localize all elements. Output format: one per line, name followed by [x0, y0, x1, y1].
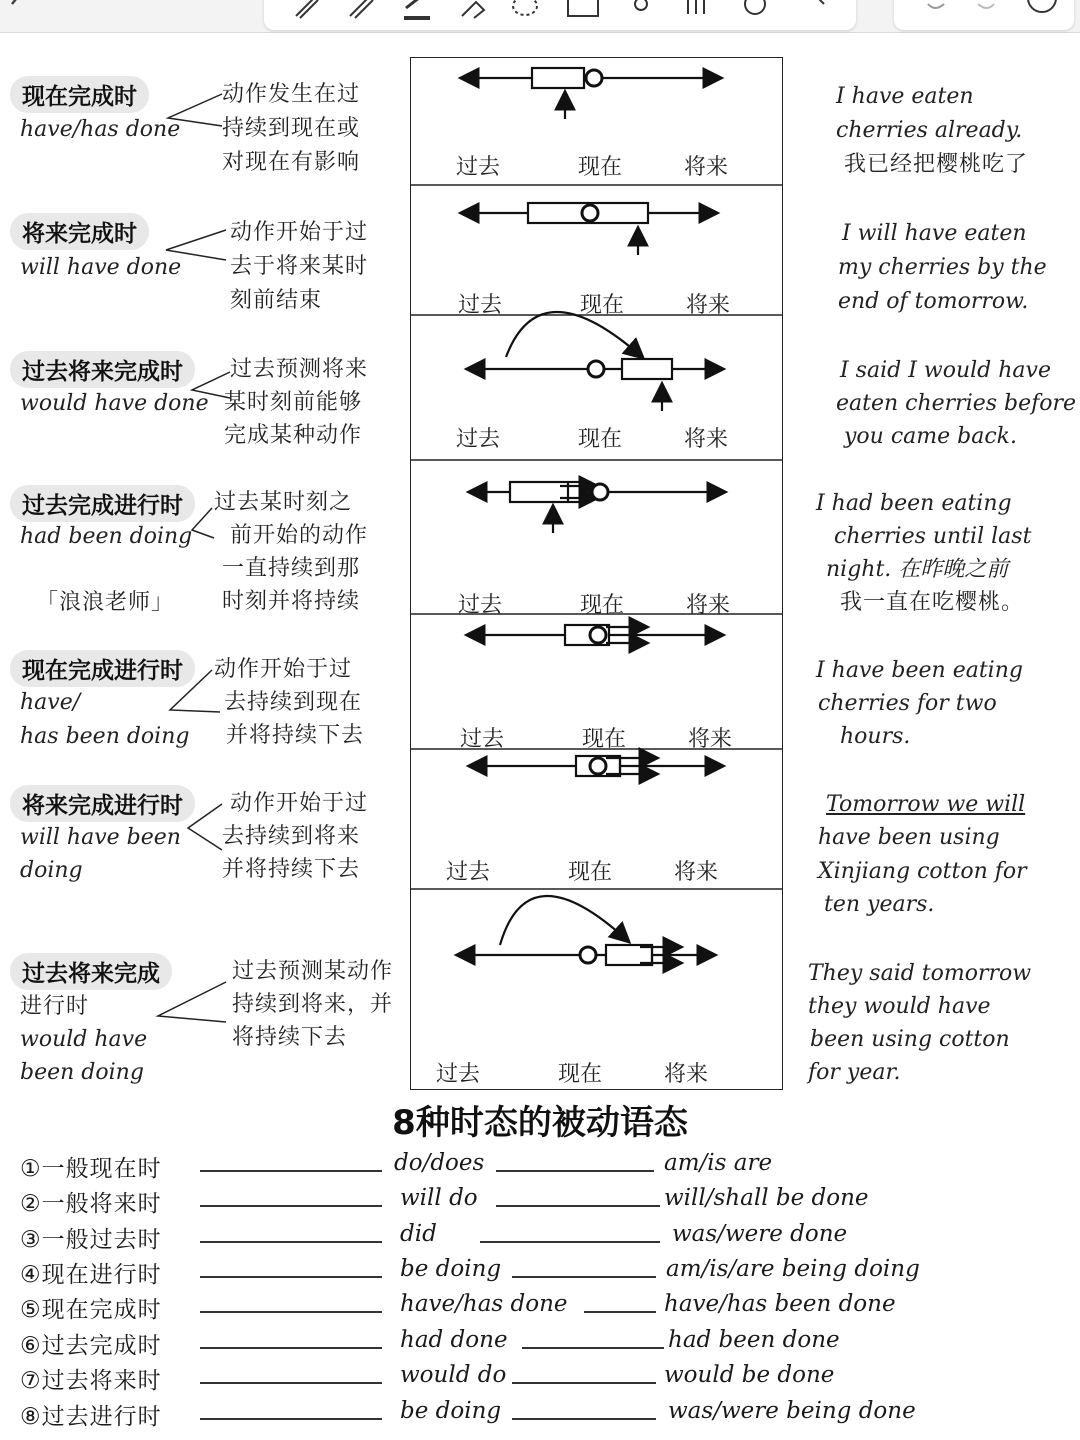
brace-connector [164, 90, 224, 140]
tense-form: would have [20, 1027, 148, 1052]
back-chevron-icon[interactable] [4, 0, 28, 20]
tense-form: will have done [20, 255, 182, 280]
tense-name: 将来完成时 [10, 213, 149, 250]
more-tools-chevron-icon[interactable] [810, 0, 834, 20]
timeline-past-future-perfect [468, 312, 722, 411]
pencil-icon[interactable] [346, 0, 376, 20]
passive-row [20, 1398, 1070, 1432]
timeline-future-perfect [460, 203, 716, 255]
example-line: They said tomorrow [808, 961, 1032, 986]
tense-desc-line: 将持续下去 [232, 1025, 348, 1050]
tense-desc-line: 前开始的动作 [230, 523, 369, 548]
connector-line [496, 1205, 660, 1207]
app-toolbar [0, 0, 1080, 33]
brace-connector [154, 978, 228, 1026]
timeline-diagrams [410, 57, 783, 1090]
timeline-past-future-perfect-continuous [458, 896, 714, 965]
connector-line [522, 1347, 664, 1349]
connector-line [200, 1347, 382, 1349]
tense-name: 现在完成进行时 [10, 650, 195, 687]
example-line: night. 在昨晚之前 [826, 557, 1009, 582]
passive-row [20, 1185, 1070, 1219]
label-now: 现在 [580, 593, 625, 618]
tense-form: will have been [20, 825, 181, 850]
passive-row [20, 1327, 1070, 1361]
tense-form: has been doing [20, 724, 190, 749]
history-tools-group [894, 0, 1074, 30]
timeline-past-perfect-continuous [470, 482, 724, 533]
connector-line [200, 1170, 382, 1172]
connector-line [200, 1276, 382, 1278]
tense-name: 将来完成进行时 [10, 785, 195, 822]
label-now: 现在 [582, 727, 627, 752]
passive-row [20, 1150, 1070, 1184]
label-now: 现在 [568, 860, 613, 885]
timeline-present-perfect-continuous [468, 625, 722, 645]
passive-tense-name: ④现在进行时 [20, 1262, 162, 1288]
tense-desc-line: 动作开始于过 [214, 657, 353, 682]
passive-form: am/is/are being doing [666, 1256, 920, 1282]
redo-icon[interactable] [972, 0, 1002, 20]
tense-form: doing [20, 858, 83, 883]
tense-name: 过去完成进行时 [10, 485, 195, 522]
tense-desc-line: 去于将来某时 [230, 254, 369, 279]
label-past: 过去 [458, 293, 503, 318]
example-line: hours. [840, 724, 911, 749]
passive-form: am/is are [664, 1150, 773, 1176]
passive-row [20, 1221, 1070, 1255]
label-future: 将来 [664, 1062, 709, 1087]
connector-line [512, 1418, 656, 1420]
tense-form: been doing [20, 1060, 144, 1085]
example-line: my cherries by the [838, 255, 1047, 280]
passive-row [20, 1256, 1070, 1290]
passive-active-form: will do [400, 1185, 478, 1211]
example-line: cherries until last [834, 524, 1032, 549]
example-line: Tomorrow we will [826, 792, 1026, 817]
label-now: 现在 [580, 293, 625, 318]
label-past: 过去 [456, 427, 501, 452]
passive-tense-name: ⑧过去进行时 [20, 1404, 162, 1430]
connector-line [584, 1311, 656, 1313]
connector-line [512, 1382, 656, 1384]
passive-row [20, 1362, 1070, 1396]
label-future: 将来 [686, 593, 731, 618]
passive-active-form: be doing [400, 1256, 502, 1282]
label-future: 将来 [688, 727, 733, 752]
example-line: 我已经把樱桃吃了 [844, 152, 1029, 177]
passive-tense-name: ②一般将来时 [20, 1191, 162, 1217]
passive-form: was/were done [672, 1221, 848, 1247]
label-past: 过去 [460, 727, 505, 752]
image-icon[interactable] [566, 0, 600, 20]
passive-tense-name: ⑤现在完成时 [20, 1297, 162, 1323]
example-line: they would have [808, 994, 991, 1019]
connector-line [496, 1170, 654, 1172]
highlighter-icon[interactable] [400, 0, 434, 22]
label-future: 将来 [684, 155, 729, 180]
tense-desc-line: 并将持续下去 [226, 723, 365, 748]
timeline-present-perfect [460, 68, 720, 119]
undo-icon[interactable] [920, 0, 950, 20]
connector-line [200, 1418, 382, 1420]
tense-desc-line: 完成某种动作 [224, 423, 363, 448]
example-line: I will have eaten [842, 221, 1027, 246]
tense-desc-line: 过去某时刻之 [214, 490, 353, 515]
passive-tense-name: ①一般现在时 [20, 1156, 162, 1182]
example-line: I had been eating [816, 491, 1012, 516]
passive-active-form: had done [400, 1327, 508, 1353]
passive-row [20, 1291, 1070, 1325]
tense-name: 现在完成时 [10, 76, 149, 113]
example-line: end of tomorrow. [838, 289, 1029, 314]
tense-form: would have done [20, 391, 209, 416]
tense-desc-line: 并将持续下去 [222, 857, 361, 882]
account-circle-icon[interactable] [1024, 0, 1060, 20]
example-line: Xinjiang cotton for [818, 859, 1027, 884]
tense-form: have/has done [20, 117, 181, 142]
passive-active-form: do/does [394, 1150, 485, 1176]
eraser-icon[interactable] [456, 0, 486, 20]
lasso-icon[interactable] [510, 0, 540, 20]
tense-name: 过去将来完成 [10, 953, 172, 990]
connector-line [200, 1205, 382, 1207]
brace-connector [184, 800, 224, 854]
connector-line [512, 1276, 656, 1278]
example-line: you came back. [844, 424, 1017, 449]
teacher-credit: 「浪浪老师」 [36, 590, 175, 615]
tense-desc-line: 过去预测将来 [230, 357, 369, 382]
tense-desc-line: 对现在有影响 [222, 150, 361, 175]
example-line: been using cotton [810, 1027, 1010, 1052]
tense-desc-line: 去持续到现在 [224, 690, 363, 715]
pen-tools-group [264, 0, 856, 30]
passive-active-form: did [400, 1221, 437, 1247]
label-now: 现在 [578, 427, 623, 452]
timeline-future-perfect-continuous [470, 756, 722, 776]
passive-tense-name: ③一般过去时 [20, 1227, 162, 1253]
text-tool-icon[interactable] [682, 0, 712, 20]
tense-desc-line: 过去预测某动作 [232, 959, 394, 984]
tense-form: 进行时 [20, 994, 90, 1019]
passive-form: was/were being done [668, 1398, 916, 1424]
label-now: 现在 [578, 155, 623, 180]
example-line: for year. [808, 1060, 901, 1085]
passive-tense-name: ⑦过去将来时 [20, 1368, 162, 1394]
passive-active-form: have/has done [400, 1291, 568, 1317]
example-line: cherries already. [836, 118, 1023, 143]
passive-active-form: be doing [400, 1398, 502, 1424]
location-pin-icon[interactable] [626, 0, 656, 20]
tense-form: have/ [20, 690, 81, 715]
tense-desc-line: 持续到将来，并 [232, 992, 394, 1017]
tense-form: had been doing [20, 524, 193, 549]
tense-desc-line: 持续到现在或 [222, 116, 361, 141]
example-line: I said I would have [840, 358, 1051, 383]
passive-active-form: would do [400, 1362, 507, 1388]
label-past: 过去 [456, 155, 501, 180]
connector-line [200, 1311, 382, 1313]
tense-desc-line: 时刻并将持续 [222, 589, 361, 614]
passive-form: will/shall be done [664, 1185, 869, 1211]
label-past: 过去 [436, 1062, 481, 1087]
label-past: 过去 [458, 593, 503, 618]
example-line: have been using [818, 825, 1000, 850]
connector-line [200, 1241, 382, 1243]
brace-connector [162, 226, 228, 276]
tense-desc-line: 动作开始于过 [230, 791, 369, 816]
passive-form: had been done [668, 1327, 840, 1353]
shape-tool-icon[interactable] [740, 0, 770, 20]
label-past: 过去 [446, 860, 491, 885]
tense-desc-line: 去持续到将来 [222, 824, 361, 849]
example-line: 我一直在吃樱桃。 [840, 590, 1025, 615]
label-future: 将来 [674, 860, 719, 885]
label-future: 将来 [686, 293, 731, 318]
example-line: ten years. [824, 892, 935, 917]
passive-tense-name: ⑥过去完成时 [20, 1333, 162, 1359]
pen-icon[interactable] [292, 0, 322, 20]
tense-desc-line: 动作开始于过 [230, 220, 369, 245]
tense-desc-line: 一直持续到那 [222, 556, 361, 581]
label-now: 现在 [558, 1062, 603, 1087]
tense-desc-line: 刻前结束 [230, 288, 323, 313]
example-line: cherries for two [818, 691, 997, 716]
example-line: eaten cherries before [836, 391, 1077, 416]
tense-desc-line: 某时刻前能够 [224, 390, 363, 415]
passive-form: have/has been done [664, 1291, 896, 1317]
connector-line [480, 1241, 660, 1243]
tense-desc-line: 动作发生在过 [222, 82, 361, 107]
example-line: I have eaten [836, 84, 974, 109]
example-line: I have been eating [816, 658, 1023, 683]
passive-section-title: 8种时态的被动语态 [392, 1103, 688, 1143]
tense-name: 过去将来完成时 [10, 351, 195, 388]
passive-form: would be done [664, 1362, 835, 1388]
connector-line [200, 1382, 382, 1384]
label-future: 将来 [684, 427, 729, 452]
